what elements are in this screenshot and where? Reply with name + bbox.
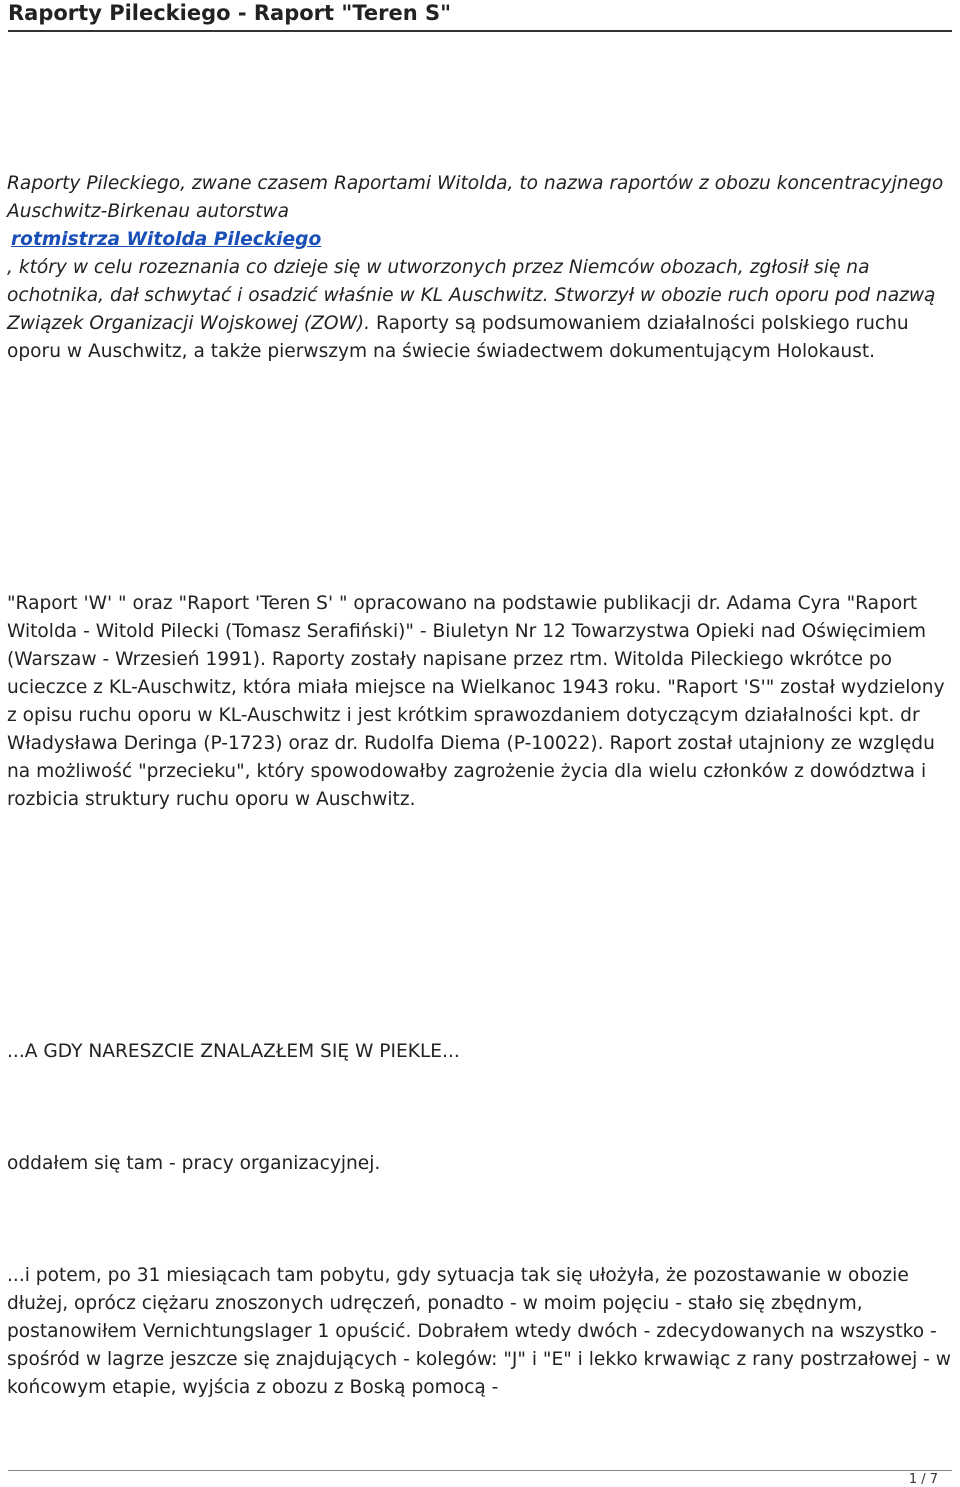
intro-text-before-link: Raporty Pileckiego, zwane czasem Raportami Witolda, to nazwa raportów z obozu koncentracyjnego Auschwitz-Birkenau autorstwa bbox=[7, 173, 944, 222]
page-title: Raporty Pileckiego - Raport "Teren S" bbox=[8, 1, 452, 25]
hell-heading: ...A GDY NARESZCIE ZNALAZŁEM SIĘ W PIEKLE... bbox=[7, 1041, 460, 1062]
intro-paragraph bbox=[7, 170, 953, 366]
intro-text-after-link: , który w celu rozeznania co dzieje się w utworzonych przez Niemców obozach, zgłosił się na ochotnika, dał schwytać i osadzić właśnie w KL Auschwitz. Stworzył w obozie ruch oporu pod nazwą Związek Organizacji Wojskowej (ZOW). bbox=[7, 257, 936, 334]
intro-text-upright: Raporty są podsumowaniem działalności polskiego ruchu oporu w Auschwitz, a także pierwszym na świecie świadectwem dokumentującym Holokaust. bbox=[7, 313, 909, 362]
page-number: 1 / 7 bbox=[908, 1472, 938, 1487]
header-divider bbox=[8, 30, 952, 32]
escape-paragraph: ...i potem, po 31 miesiącach tam pobytu, gdy sytuacja tak się ułożyła, że pozostawanie w obozie dłużej, oprócz ciężaru znoszonych udręczeń, ponadto - w moim pojęciu - stało się zbędnym, postanowiłem Vernichtungslager 1 opuścić. Dobrałem wtedy dwóch - zdecydowanych na wszystko - spośród w lagrze jeszcze się znajdujących - kolegów: "J" i "E" i lekko krwawiąc z rany postrzałowej - w końcowym etapie, wyjścia z obozu z Boską pomocą - bbox=[7, 1265, 952, 1398]
organizational-line: oddałem się tam - pracy organizacyjnej. bbox=[7, 1153, 381, 1174]
pilecki-link[interactable]: rotmistrza Witolda Pileckiego bbox=[11, 229, 322, 250]
page-header bbox=[8, 0, 952, 33]
publication-paragraph: "Raport 'W' " oraz "Raport 'Teren S' " opracowano na podstawie publikacji dr. Adama Cyra "Raport Witolda - Witold Pilecki (Tomasz Serafiński)" - Biuletyn Nr 12 Towarzystwa Opieki nad Oświęcimiem (Warszaw - Wrzesień 1991). Raporty zostały napisane przez rtm. Witolda Pileckiego wkrótce po ucieczce z KL-Auschwitz, która miała miejsce na Wielkanoc 1943 roku. "Raport 'S'" został wydzielony z opisu ruchu oporu w KL-Auschwitz i jest krótkim sprawozdaniem dotyczącym działalności kpt. dr Władysława Deringa (P-1723) oraz dr. Rudolfa Diema (P-10022). Raport został utajniony ze względu na możliwość "przecieku", który spowodowałby zagrożenie życia dla wielu członków z dowództwa i rozbicia struktury ruchu oporu w Auschwitz. bbox=[7, 593, 945, 810]
footer-divider bbox=[8, 1470, 952, 1471]
